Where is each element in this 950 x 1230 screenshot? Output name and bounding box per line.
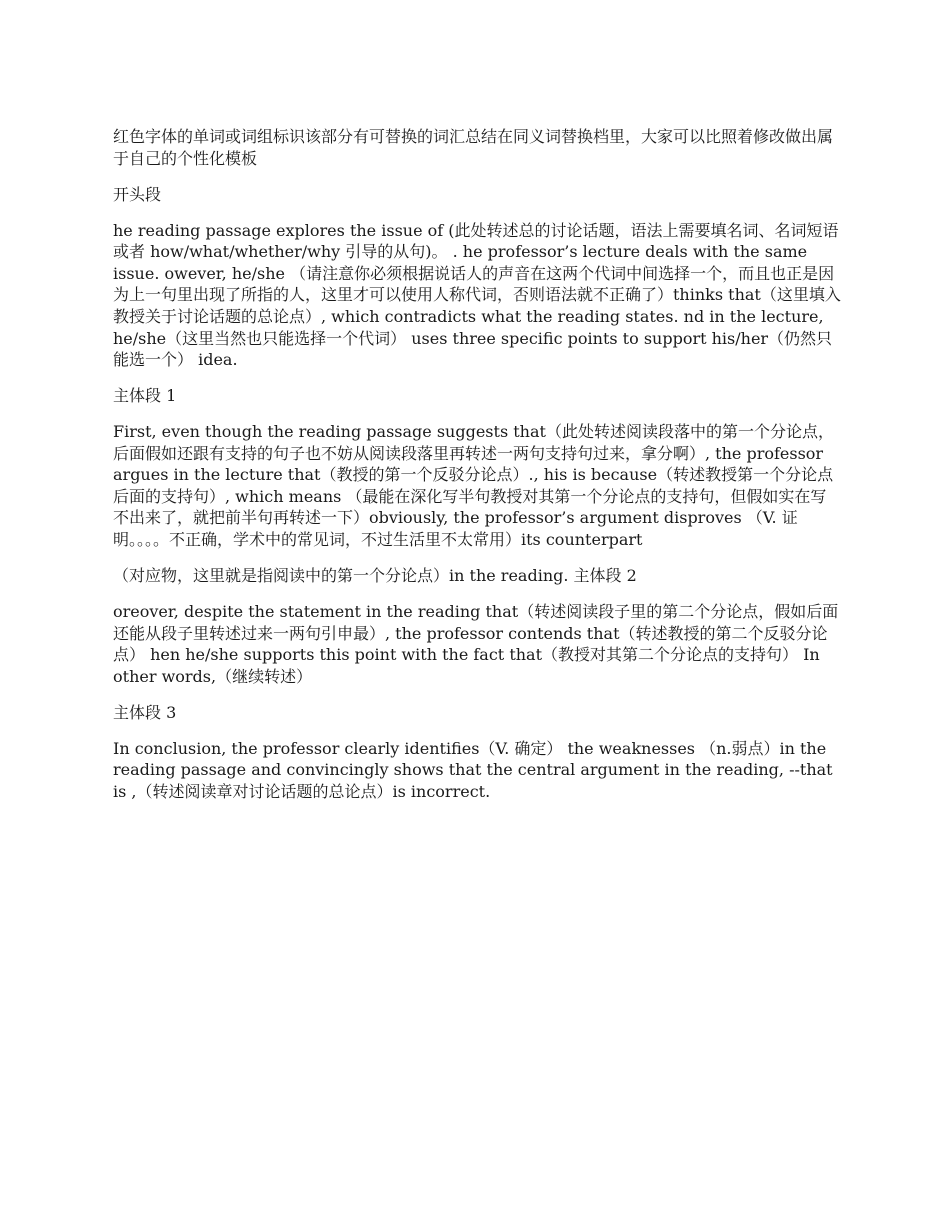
opening-paragraph: he reading passage explores the issue of (此处转述总的讨论话题，语法上需要填名词、名词短语或者 how/what/whether/why 引导的从句)。 . he professor’s lecture deals with the same issue. owever, he/she （请注意你必须根据说话人的声音在这两个代词中间选择一个，而且也正是因为上一句里出现了所指的人，这里才可以使用人称代词，否则语法就不正确了）thinks that（这里填入教授关于讨论话题的总论点）, which contradicts what the reading states. nd in the lecture, he/she（这里当然也只能选择一个代词） uses three specific points to support his/her（仍然只能选一个） idea. — [113, 220, 841, 370]
body-paragraph-1-continued: （对应物，这里就是指阅读中的第一个分论点）in the reading. 主体段 2 — [113, 566, 637, 586]
body-paragraph-2: oreover, despite the statement in the reading that（转述阅读段子里的第二个分论点，假如后面还能从段子里转述过来一两句引申最）, the professor contends that（转述教授的第二个反驳分论点） hen he/she supports this point with the fact that（教授对其第二个分论点的支持句） In other words,（继续转述） — [113, 602, 839, 686]
conclusion-paragraph: In conclusion, the professor clearly identifies（V. 确定） the weaknesses （n.弱点）in the reading passage and convincingly shows that the central argument in the reading, --that is ,（转述阅读章对讨论话题的总论点）is incorrect. — [113, 738, 833, 801]
body-paragraph-1: First, even though the reading passage suggests that（此处转述阅读段落中的第一个分论点，后面假如还跟有支持的句子也不妨从阅读段落里再转述一两句支持句过来，拿分啊）, the professor argues in the lecture that（教授的第一个反驳分论点）., his is because（转述教授第一个分论点后面的支持句）, which means （最能在深化写半句教授对其第一个分论点的支持句，但假如实在写不出来了，就把前半句再转述一下）obviously, the professor’s argument disproves （V. 证明。。。。不正确，学术中的常见词，不过生活里不太常用）its counterpart — [113, 422, 834, 550]
document-page — [113, 126, 841, 817]
section-heading-body-1: 主体段 1 — [113, 386, 177, 406]
intro-note: 红色字体的单词或词组标识该部分有可替换的词汇总结在同义词替换档里，大家可以比照着修改做出属于自己的个性化模板 — [113, 127, 834, 168]
section-heading-body-3: 主体段 3 — [113, 702, 177, 722]
section-heading-opening: 开头段 — [113, 184, 162, 204]
